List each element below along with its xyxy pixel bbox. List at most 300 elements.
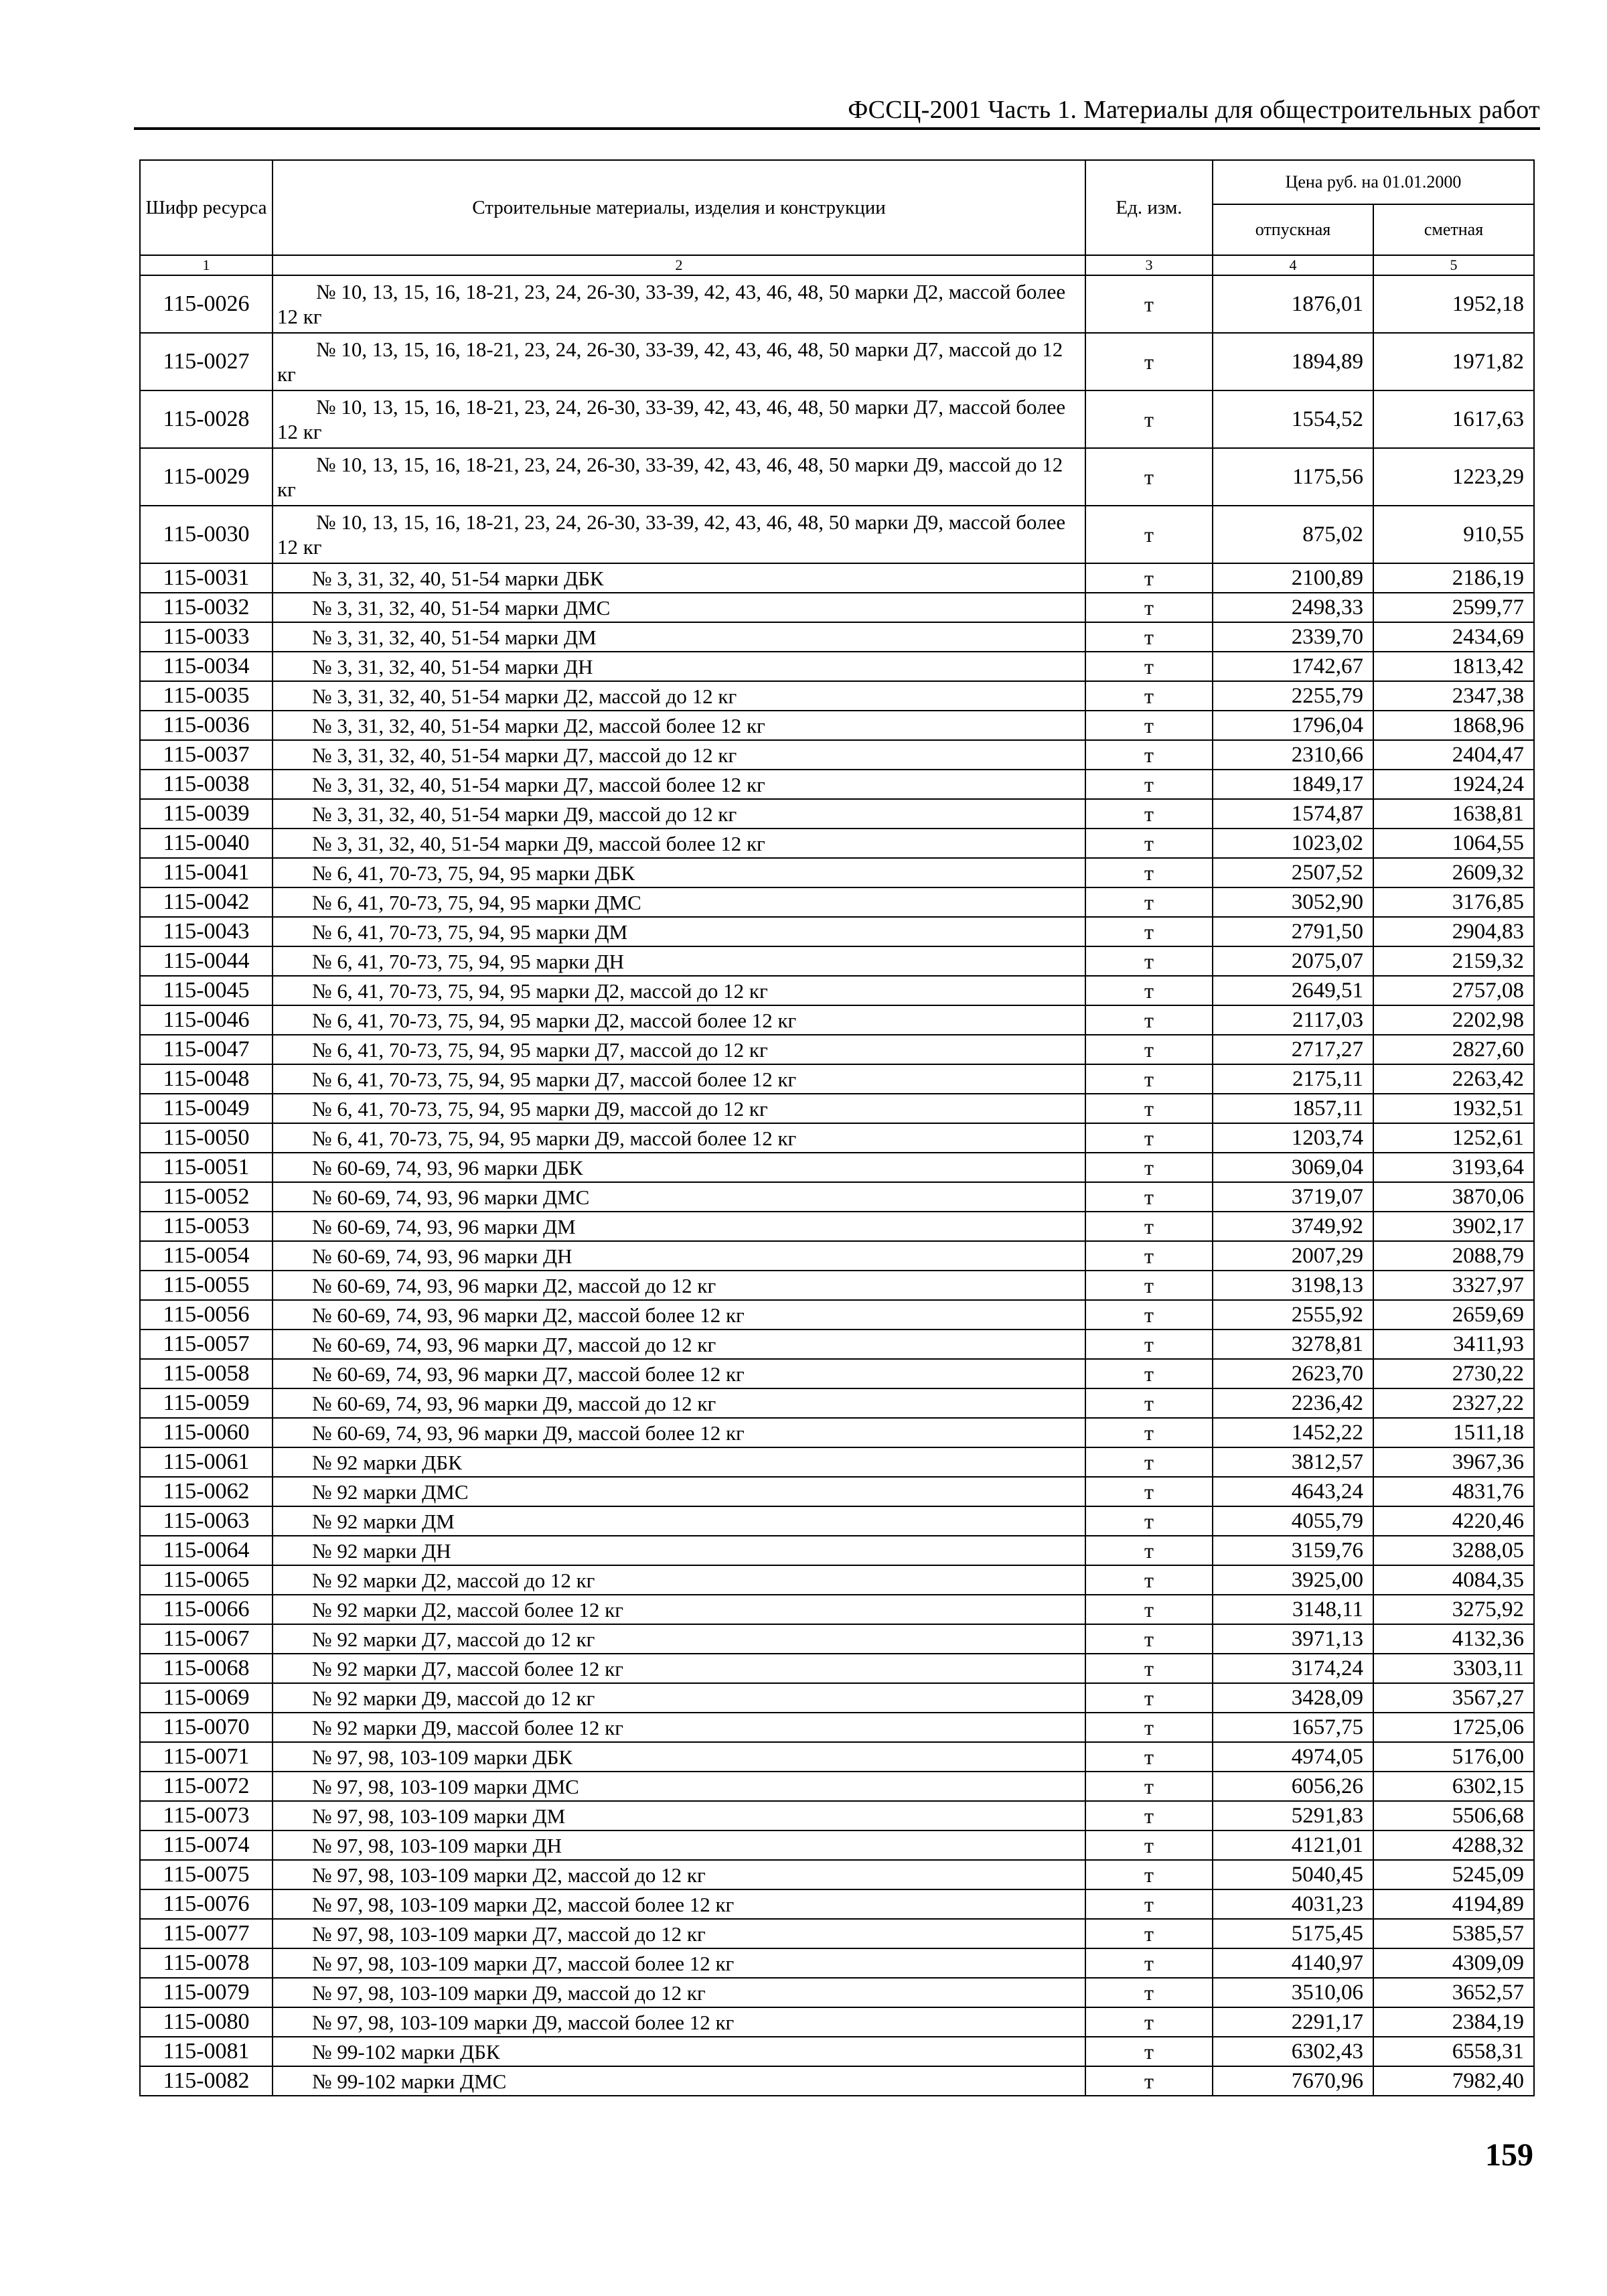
unit-cell: т: [1085, 1624, 1213, 1654]
table-row: [140, 1447, 1534, 1477]
estimate-price-cell: 3902,17: [1373, 1212, 1534, 1241]
estimate-price-cell: 2609,32: [1373, 858, 1534, 887]
resource-code-cell: 115-0032: [140, 593, 273, 622]
material-description-cell: № 92 марки ДН: [273, 1536, 1085, 1565]
table-row: [140, 1330, 1534, 1359]
release-price-cell: 7670,96: [1213, 2066, 1373, 2096]
unit-cell: т: [1085, 1241, 1213, 1271]
release-price-cell: 2717,27: [1213, 1035, 1373, 1064]
header-resource-code: Шифр ресурса: [140, 160, 273, 255]
release-price-cell: 2291,17: [1213, 2007, 1373, 2037]
table-row: [140, 1388, 1534, 1418]
material-description-cell: № 92 марки Д7, массой более 12 кг: [273, 1654, 1085, 1683]
release-price-cell: 3971,13: [1213, 1624, 1373, 1654]
unit-cell: т: [1085, 740, 1213, 770]
release-price-cell: 2507,52: [1213, 858, 1373, 887]
resource-code-cell: 115-0050: [140, 1123, 273, 1153]
estimate-price-cell: 4288,32: [1373, 1831, 1534, 1860]
release-price-cell: 2175,11: [1213, 1064, 1373, 1094]
material-description-cell: № 97, 98, 103-109 марки ДБК: [273, 1742, 1085, 1772]
resource-code-cell: 115-0049: [140, 1094, 273, 1123]
material-description-cell: № 3, 31, 32, 40, 51-54 марки Д7, массой до 12 кг: [273, 740, 1085, 770]
release-price-cell: 3510,06: [1213, 1978, 1373, 2007]
resource-code-cell: 115-0074: [140, 1831, 273, 1860]
release-price-cell: 1657,75: [1213, 1713, 1373, 1742]
release-price-cell: 4140,97: [1213, 1948, 1373, 1978]
release-price-cell: 1574,87: [1213, 799, 1373, 829]
release-price-cell: 1894,89: [1213, 333, 1373, 390]
material-description-cell: № 92 марки ДМ: [273, 1506, 1085, 1536]
unit-cell: т: [1085, 2037, 1213, 2066]
material-description-cell: № 6, 41, 70-73, 75, 94, 95 марки Д7, массой более 12 кг: [273, 1064, 1085, 1094]
estimate-price-cell: 4084,35: [1373, 1565, 1534, 1595]
resource-code-cell: 115-0030: [140, 506, 273, 563]
unit-cell: т: [1085, 1801, 1213, 1831]
estimate-price-cell: 5245,09: [1373, 1860, 1534, 1889]
unit-cell: т: [1085, 681, 1213, 711]
material-description-cell: № 60-69, 74, 93, 96 марки ДБК: [273, 1153, 1085, 1182]
table-row: [140, 1713, 1534, 1742]
table-row: [140, 1359, 1534, 1388]
material-description-cell: № 6, 41, 70-73, 75, 94, 95 марки ДБК: [273, 858, 1085, 887]
unit-cell: т: [1085, 887, 1213, 917]
release-price-cell: 1857,11: [1213, 1094, 1373, 1123]
table-row: [140, 1919, 1534, 1948]
release-price-cell: 2075,07: [1213, 946, 1373, 976]
table-row: [140, 1418, 1534, 1447]
resource-code-cell: 115-0067: [140, 1624, 273, 1654]
unit-cell: т: [1085, 1330, 1213, 1359]
resource-code-cell: 115-0040: [140, 829, 273, 858]
header-price-date: Цена руб. на 01.01.2000: [1213, 160, 1534, 204]
resource-code-cell: 115-0029: [140, 448, 273, 506]
estimate-price-cell: 5385,57: [1373, 1919, 1534, 1948]
resource-code-cell: 115-0037: [140, 740, 273, 770]
estimate-price-cell: 1924,24: [1373, 770, 1534, 799]
table-row: [140, 622, 1534, 652]
unit-cell: т: [1085, 1595, 1213, 1624]
unit-cell: т: [1085, 946, 1213, 976]
material-description-cell: № 60-69, 74, 93, 96 марки Д2, массой более 12 кг: [273, 1300, 1085, 1330]
resource-code-cell: 115-0046: [140, 1005, 273, 1035]
release-price-cell: 2555,92: [1213, 1300, 1373, 1330]
table-row: [140, 1123, 1534, 1153]
material-description-cell: № 97, 98, 103-109 марки Д9, массой более 12 кг: [273, 2007, 1085, 2037]
resource-code-cell: 115-0077: [140, 1919, 273, 1948]
release-price-cell: 1742,67: [1213, 652, 1373, 681]
release-price-cell: 5291,83: [1213, 1801, 1373, 1831]
material-description-cell: № 6, 41, 70-73, 75, 94, 95 марки ДН: [273, 946, 1085, 976]
release-price-cell: 2100,89: [1213, 563, 1373, 593]
release-price-cell: 2007,29: [1213, 1241, 1373, 1271]
release-price-cell: 1796,04: [1213, 711, 1373, 740]
resource-code-cell: 115-0054: [140, 1241, 273, 1271]
estimate-price-cell: 2730,22: [1373, 1359, 1534, 1388]
resource-code-cell: 115-0031: [140, 563, 273, 593]
material-description-cell: № 92 марки Д2, массой более 12 кг: [273, 1595, 1085, 1624]
resource-code-cell: 115-0061: [140, 1447, 273, 1477]
estimate-price-cell: 5176,00: [1373, 1742, 1534, 1772]
header-estimate-price: сметная: [1373, 204, 1534, 255]
table-row: [140, 887, 1534, 917]
material-description-cell: № 3, 31, 32, 40, 51-54 марки Д2, массой более 12 кг: [273, 711, 1085, 740]
estimate-price-cell: 7982,40: [1373, 2066, 1534, 2096]
column-number: 4: [1213, 255, 1373, 275]
table-row: [140, 1595, 1534, 1624]
table-row: [140, 1565, 1534, 1595]
release-price-cell: 2255,79: [1213, 681, 1373, 711]
estimate-price-cell: 2088,79: [1373, 1241, 1534, 1271]
header-unit: Ед. изм.: [1085, 160, 1213, 255]
unit-cell: т: [1085, 1005, 1213, 1035]
release-price-cell: 2498,33: [1213, 593, 1373, 622]
table-row: [140, 858, 1534, 887]
unit-cell: т: [1085, 1948, 1213, 1978]
material-description-cell: № 97, 98, 103-109 марки ДН: [273, 1831, 1085, 1860]
unit-cell: т: [1085, 1359, 1213, 1388]
release-price-cell: 3069,04: [1213, 1153, 1373, 1182]
resource-code-cell: 115-0082: [140, 2066, 273, 2096]
unit-cell: т: [1085, 799, 1213, 829]
table-row: [140, 1978, 1534, 2007]
table-row: [140, 1271, 1534, 1300]
resource-code-cell: 115-0045: [140, 976, 273, 1005]
table-row: [140, 1153, 1534, 1182]
release-price-cell: 4121,01: [1213, 1831, 1373, 1860]
material-description-cell: № 97, 98, 103-109 марки Д9, массой до 12 кг: [273, 1978, 1085, 2007]
release-price-cell: 1876,01: [1213, 275, 1373, 333]
resource-code-cell: 115-0064: [140, 1536, 273, 1565]
table-row: [140, 593, 1534, 622]
material-description-cell: № 6, 41, 70-73, 75, 94, 95 марки Д2, массой более 12 кг: [273, 1005, 1085, 1035]
resource-code-cell: 115-0059: [140, 1388, 273, 1418]
unit-cell: т: [1085, 563, 1213, 593]
estimate-price-cell: 4132,36: [1373, 1624, 1534, 1654]
table-row: [140, 799, 1534, 829]
material-description-cell: № 10, 13, 15, 16, 18-21, 23, 24, 26-30, 33-39, 42, 43, 46, 48, 50 марки Д9, массой более 12 кг: [273, 506, 1085, 563]
release-price-cell: 2236,42: [1213, 1388, 1373, 1418]
table-row: [140, 711, 1534, 740]
unit-cell: т: [1085, 275, 1213, 333]
material-description-cell: № 97, 98, 103-109 марки Д7, массой до 12 кг: [273, 1919, 1085, 1948]
unit-cell: т: [1085, 1713, 1213, 1742]
release-price-cell: 6302,43: [1213, 2037, 1373, 2066]
resource-code-cell: 115-0047: [140, 1035, 273, 1064]
estimate-price-cell: 3176,85: [1373, 887, 1534, 917]
estimate-price-cell: 1725,06: [1373, 1713, 1534, 1742]
resource-code-cell: 115-0062: [140, 1477, 273, 1506]
estimate-price-cell: 3567,27: [1373, 1683, 1534, 1713]
resource-code-cell: 115-0048: [140, 1064, 273, 1094]
release-price-cell: 2649,51: [1213, 976, 1373, 1005]
resource-code-cell: 115-0027: [140, 333, 273, 390]
table-row: [140, 770, 1534, 799]
estimate-price-cell: 2186,19: [1373, 563, 1534, 593]
estimate-price-cell: 1252,61: [1373, 1123, 1534, 1153]
release-price-cell: 3749,92: [1213, 1212, 1373, 1241]
estimate-price-cell: 2202,98: [1373, 1005, 1534, 1035]
unit-cell: т: [1085, 652, 1213, 681]
resource-code-cell: 115-0039: [140, 799, 273, 829]
unit-cell: т: [1085, 506, 1213, 563]
material-description-cell: № 6, 41, 70-73, 75, 94, 95 марки Д2, массой до 12 кг: [273, 976, 1085, 1005]
resource-code-cell: 115-0041: [140, 858, 273, 887]
release-price-cell: 875,02: [1213, 506, 1373, 563]
material-description-cell: № 97, 98, 103-109 марки Д2, массой до 12 кг: [273, 1860, 1085, 1889]
table-row: [140, 1742, 1534, 1772]
estimate-price-cell: 2347,38: [1373, 681, 1534, 711]
resource-code-cell: 115-0081: [140, 2037, 273, 2066]
material-description-cell: № 92 марки ДБК: [273, 1447, 1085, 1477]
material-description-cell: № 97, 98, 103-109 марки ДМ: [273, 1801, 1085, 1831]
resource-code-cell: 115-0056: [140, 1300, 273, 1330]
release-price-cell: 3719,07: [1213, 1182, 1373, 1212]
estimate-price-cell: 3411,93: [1373, 1330, 1534, 1359]
estimate-price-cell: 3193,64: [1373, 1153, 1534, 1182]
material-description-cell: № 60-69, 74, 93, 96 марки Д7, массой до 12 кг: [273, 1330, 1085, 1359]
material-description-cell: № 6, 41, 70-73, 75, 94, 95 марки Д9, массой более 12 кг: [273, 1123, 1085, 1153]
table-row: [140, 1801, 1534, 1831]
estimate-price-cell: 1932,51: [1373, 1094, 1534, 1123]
table-row: [140, 2066, 1534, 2096]
unit-cell: т: [1085, 1772, 1213, 1801]
unit-cell: т: [1085, 976, 1213, 1005]
unit-cell: т: [1085, 1536, 1213, 1565]
material-description-cell: № 60-69, 74, 93, 96 марки ДМ: [273, 1212, 1085, 1241]
table-row: [140, 829, 1534, 858]
estimate-price-cell: 3303,11: [1373, 1654, 1534, 1683]
release-price-cell: 3278,81: [1213, 1330, 1373, 1359]
unit-cell: т: [1085, 1978, 1213, 2007]
resource-code-cell: 115-0080: [140, 2007, 273, 2037]
release-price-cell: 3159,76: [1213, 1536, 1373, 1565]
table-row: [140, 681, 1534, 711]
header-materials: Строительные материалы, изделия и конструкции: [273, 160, 1085, 255]
unit-cell: т: [1085, 1742, 1213, 1772]
table-row: [140, 1624, 1534, 1654]
resource-code-cell: 115-0051: [140, 1153, 273, 1182]
table-row: [140, 275, 1534, 333]
estimate-price-cell: 2434,69: [1373, 622, 1534, 652]
material-description-cell: № 6, 41, 70-73, 75, 94, 95 марки ДМС: [273, 887, 1085, 917]
resource-code-cell: 115-0043: [140, 917, 273, 946]
unit-cell: т: [1085, 1565, 1213, 1595]
table-row: [140, 1005, 1534, 1035]
resource-code-cell: 115-0033: [140, 622, 273, 652]
table-row: [140, 1536, 1534, 1565]
table-row: [140, 946, 1534, 976]
table-row: [140, 1772, 1534, 1801]
material-description-cell: № 97, 98, 103-109 марки ДМС: [273, 1772, 1085, 1801]
resource-code-cell: 115-0036: [140, 711, 273, 740]
resource-code-cell: 115-0073: [140, 1801, 273, 1831]
table-body: [140, 275, 1534, 2096]
release-price-cell: 3052,90: [1213, 887, 1373, 917]
estimate-price-cell: 3275,92: [1373, 1595, 1534, 1624]
resource-code-cell: 115-0069: [140, 1683, 273, 1713]
material-description-cell: № 3, 31, 32, 40, 51-54 марки Д7, массой более 12 кг: [273, 770, 1085, 799]
release-price-cell: 1203,74: [1213, 1123, 1373, 1153]
unit-cell: т: [1085, 1182, 1213, 1212]
table-row: [140, 2037, 1534, 2066]
material-description-cell: № 3, 31, 32, 40, 51-54 марки ДН: [273, 652, 1085, 681]
material-description-cell: № 92 марки Д9, массой до 12 кг: [273, 1683, 1085, 1713]
release-price-cell: 3812,57: [1213, 1447, 1373, 1477]
column-number-row: [140, 255, 1534, 275]
release-price-cell: 3174,24: [1213, 1654, 1373, 1683]
unit-cell: т: [1085, 1094, 1213, 1123]
estimate-price-cell: 1223,29: [1373, 448, 1534, 506]
estimate-price-cell: 910,55: [1373, 506, 1534, 563]
page-number: 159: [1485, 2137, 1533, 2173]
unit-cell: т: [1085, 1212, 1213, 1241]
table-row: [140, 1477, 1534, 1506]
unit-cell: т: [1085, 1388, 1213, 1418]
table-row: [140, 506, 1534, 563]
material-description-cell: № 60-69, 74, 93, 96 марки Д7, массой более 12 кг: [273, 1359, 1085, 1388]
materials-price-table: [139, 159, 1535, 2096]
resource-code-cell: 115-0053: [140, 1212, 273, 1241]
unit-cell: т: [1085, 1889, 1213, 1919]
resource-code-cell: 115-0070: [140, 1713, 273, 1742]
unit-cell: т: [1085, 770, 1213, 799]
table-row: [140, 917, 1534, 946]
release-price-cell: 5175,45: [1213, 1919, 1373, 1948]
estimate-price-cell: 5506,68: [1373, 1801, 1534, 1831]
unit-cell: т: [1085, 711, 1213, 740]
unit-cell: т: [1085, 1064, 1213, 1094]
table-row: [140, 1300, 1534, 1330]
resource-code-cell: 115-0060: [140, 1418, 273, 1447]
table-row: [140, 1182, 1534, 1212]
release-price-cell: 1849,17: [1213, 770, 1373, 799]
table-row: [140, 1948, 1534, 1978]
unit-cell: т: [1085, 2007, 1213, 2037]
unit-cell: т: [1085, 1271, 1213, 1300]
unit-cell: т: [1085, 333, 1213, 390]
table-row: [140, 2007, 1534, 2037]
resource-code-cell: 115-0042: [140, 887, 273, 917]
table-row: [140, 1064, 1534, 1094]
material-description-cell: № 92 марки ДМС: [273, 1477, 1085, 1506]
column-number: 5: [1373, 255, 1534, 275]
resource-code-cell: 115-0063: [140, 1506, 273, 1536]
release-price-cell: 3428,09: [1213, 1683, 1373, 1713]
estimate-price-cell: 2263,42: [1373, 1064, 1534, 1094]
resource-code-cell: 115-0034: [140, 652, 273, 681]
document-title: ФССЦ-2001 Часть 1. Материалы для общестроительных работ: [848, 96, 1540, 124]
release-price-cell: 1023,02: [1213, 829, 1373, 858]
material-description-cell: № 97, 98, 103-109 марки Д2, массой более 12 кг: [273, 1889, 1085, 1919]
unit-cell: т: [1085, 593, 1213, 622]
material-description-cell: № 6, 41, 70-73, 75, 94, 95 марки Д9, массой до 12 кг: [273, 1094, 1085, 1123]
resource-code-cell: 115-0028: [140, 390, 273, 448]
estimate-price-cell: 1638,81: [1373, 799, 1534, 829]
table-row: [140, 1094, 1534, 1123]
release-price-cell: 1452,22: [1213, 1418, 1373, 1447]
table-row: [140, 1241, 1534, 1271]
material-description-cell: № 99-102 марки ДБК: [273, 2037, 1085, 2066]
header-release-price: отпускная: [1213, 204, 1373, 255]
table-row: [140, 740, 1534, 770]
estimate-price-cell: 4831,76: [1373, 1477, 1534, 1506]
material-description-cell: № 92 марки Д2, массой до 12 кг: [273, 1565, 1085, 1595]
estimate-price-cell: 1511,18: [1373, 1418, 1534, 1447]
material-description-cell: № 3, 31, 32, 40, 51-54 марки ДБК: [273, 563, 1085, 593]
table-row: [140, 1860, 1534, 1889]
estimate-price-cell: 2904,83: [1373, 917, 1534, 946]
release-price-cell: 2339,70: [1213, 622, 1373, 652]
estimate-price-cell: 2384,19: [1373, 2007, 1534, 2037]
table-row: [140, 652, 1534, 681]
material-description-cell: № 60-69, 74, 93, 96 марки Д9, массой более 12 кг: [273, 1418, 1085, 1447]
material-description-cell: № 60-69, 74, 93, 96 марки Д2, массой до 12 кг: [273, 1271, 1085, 1300]
estimate-price-cell: 3652,57: [1373, 1978, 1534, 2007]
material-description-cell: № 3, 31, 32, 40, 51-54 марки ДМС: [273, 593, 1085, 622]
estimate-price-cell: 2757,08: [1373, 976, 1534, 1005]
unit-cell: т: [1085, 1035, 1213, 1064]
material-description-cell: № 60-69, 74, 93, 96 марки ДН: [273, 1241, 1085, 1271]
table-row: [140, 1035, 1534, 1064]
material-description-cell: № 10, 13, 15, 16, 18-21, 23, 24, 26-30, 33-39, 42, 43, 46, 48, 50 марки Д7, массой до 12 кг: [273, 333, 1085, 390]
resource-code-cell: 115-0026: [140, 275, 273, 333]
estimate-price-cell: 1813,42: [1373, 652, 1534, 681]
release-price-cell: 2310,66: [1213, 740, 1373, 770]
unit-cell: т: [1085, 1506, 1213, 1536]
unit-cell: т: [1085, 448, 1213, 506]
table-row: [140, 1889, 1534, 1919]
unit-cell: т: [1085, 1683, 1213, 1713]
release-price-cell: 1175,56: [1213, 448, 1373, 506]
release-price-cell: 2117,03: [1213, 1005, 1373, 1035]
unit-cell: т: [1085, 390, 1213, 448]
unit-cell: т: [1085, 1123, 1213, 1153]
estimate-price-cell: 1868,96: [1373, 711, 1534, 740]
resource-code-cell: 115-0065: [140, 1565, 273, 1595]
material-description-cell: № 3, 31, 32, 40, 51-54 марки Д9, массой более 12 кг: [273, 829, 1085, 858]
estimate-price-cell: 3327,97: [1373, 1271, 1534, 1300]
resource-code-cell: 115-0052: [140, 1182, 273, 1212]
resource-code-cell: 115-0076: [140, 1889, 273, 1919]
estimate-price-cell: 1617,63: [1373, 390, 1534, 448]
material-description-cell: № 3, 31, 32, 40, 51-54 марки Д2, массой до 12 кг: [273, 681, 1085, 711]
material-description-cell: № 97, 98, 103-109 марки Д7, массой более 12 кг: [273, 1948, 1085, 1978]
resource-code-cell: 115-0035: [140, 681, 273, 711]
material-description-cell: № 10, 13, 15, 16, 18-21, 23, 24, 26-30, 33-39, 42, 43, 46, 48, 50 марки Д9, массой до 12 кг: [273, 448, 1085, 506]
unit-cell: т: [1085, 1418, 1213, 1447]
estimate-price-cell: 2659,69: [1373, 1300, 1534, 1330]
table-row: [140, 563, 1534, 593]
resource-code-cell: 115-0071: [140, 1742, 273, 1772]
release-price-cell: 4643,24: [1213, 1477, 1373, 1506]
table-row: [140, 1654, 1534, 1683]
estimate-price-cell: 3870,06: [1373, 1182, 1534, 1212]
unit-cell: т: [1085, 917, 1213, 946]
unit-cell: т: [1085, 1447, 1213, 1477]
estimate-price-cell: 1064,55: [1373, 829, 1534, 858]
release-price-cell: 3925,00: [1213, 1565, 1373, 1595]
estimate-price-cell: 2327,22: [1373, 1388, 1534, 1418]
estimate-price-cell: 1952,18: [1373, 275, 1534, 333]
table-row: [140, 333, 1534, 390]
unit-cell: т: [1085, 1153, 1213, 1182]
estimate-price-cell: 2599,77: [1373, 593, 1534, 622]
unit-cell: т: [1085, 1300, 1213, 1330]
unit-cell: т: [1085, 829, 1213, 858]
resource-code-cell: 115-0072: [140, 1772, 273, 1801]
release-price-cell: 4974,05: [1213, 1742, 1373, 1772]
estimate-price-cell: 6558,31: [1373, 2037, 1534, 2066]
